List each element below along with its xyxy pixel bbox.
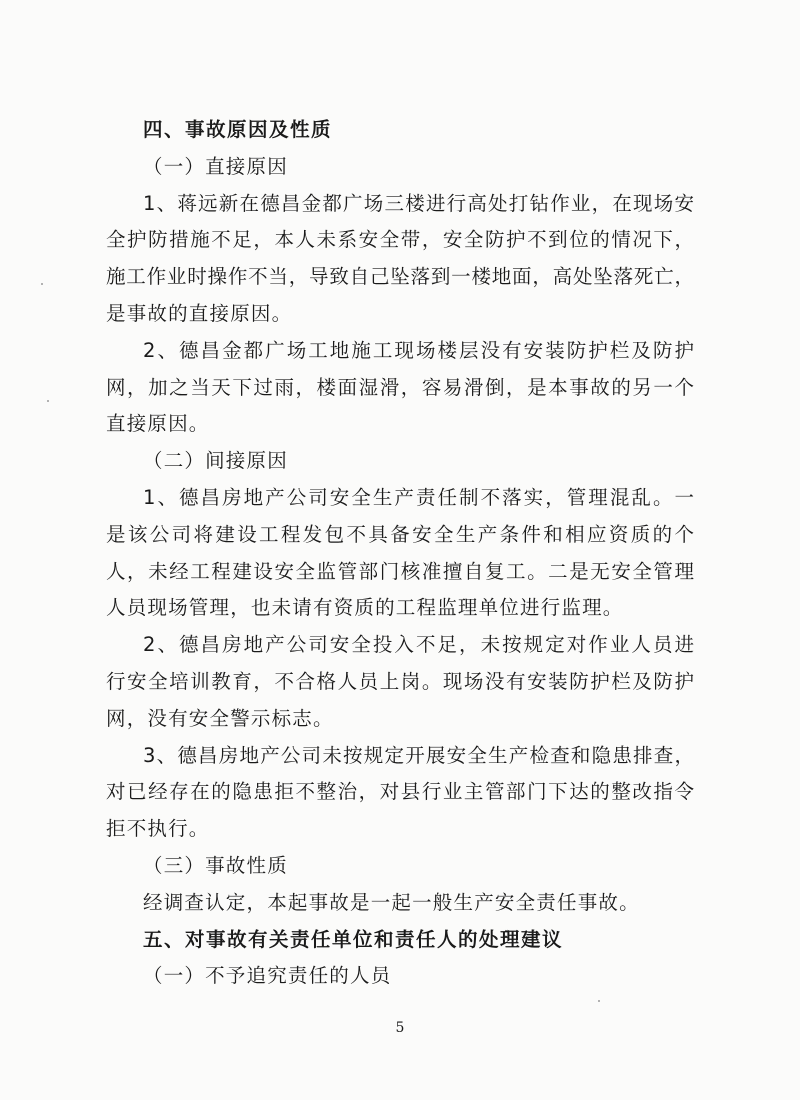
text-line: 网，加之当天下过雨，楼面湿滑，容易滑倒，是本事故的另一个 [106,375,694,399]
text-line: 人员现场管理，也未请有资质的工程监理单位进行监理。 [106,596,624,620]
page-number: 5 [395,1020,405,1036]
text-line: 对已经存在的隐患拒不整治，对县行业主管部门下达的整改指令 [106,780,694,804]
text-line: 是该公司将建设工程发包不具备安全生产条件和相应资质的个 [106,522,694,546]
document-body [106,112,694,995]
text-line: 人，未经工程建设安全监管部门核准擅自复工。二是无安全管理 [106,559,694,583]
text-line: 3、德昌房地产公司未按规定开展安全生产检查和隐患排查， [143,743,694,767]
text-line: （三）事故性质 [143,853,288,877]
text-line: （一）不予追究责任的人员 [143,964,392,988]
text-line: 网，没有安全警示标志。 [106,706,334,730]
section-heading: 四、事故原因及性质 [143,118,333,141]
text-line: 施工作业时操作不当，导致自己坠落到一楼地面，高处坠落死亡， [106,265,694,289]
section-heading: 五、对事故有关责任单位和责任人的处理建议 [143,927,564,951]
text-line: （一）直接原因 [143,154,288,178]
scan-speck [47,400,49,402]
text-line: （二）间接原因 [143,449,288,473]
text-line: 经调查认定，本起事故是一起一般生产安全责任事故。 [143,890,640,914]
text-line: 直接原因。 [106,412,210,436]
scan-speck [41,283,43,285]
text-line: 1、蒋远新在德昌金都广场三楼进行高处打钻作业，在现场安 [143,191,694,215]
scan-speck [598,1000,600,1002]
text-line: 是事故的直接原因。 [106,301,293,325]
text-line: 全护防措施不足，本人未系安全带，安全防护不到位的情况下， [106,228,694,252]
text-line: 1、德昌房地产公司安全生产责任制不落实，管理混乱。一 [143,485,694,509]
text-line: 行安全培训教育，不合格人员上岗。现场没有安装防护栏及防护 [106,669,694,693]
text-line: 2、德昌金都广场工地施工现场楼层没有安装防护栏及防护 [143,338,694,362]
text-line: 2、德昌房地产公司安全投入不足，未按规定对作业人员进 [143,633,694,657]
text-line: 拒不执行。 [106,817,210,841]
